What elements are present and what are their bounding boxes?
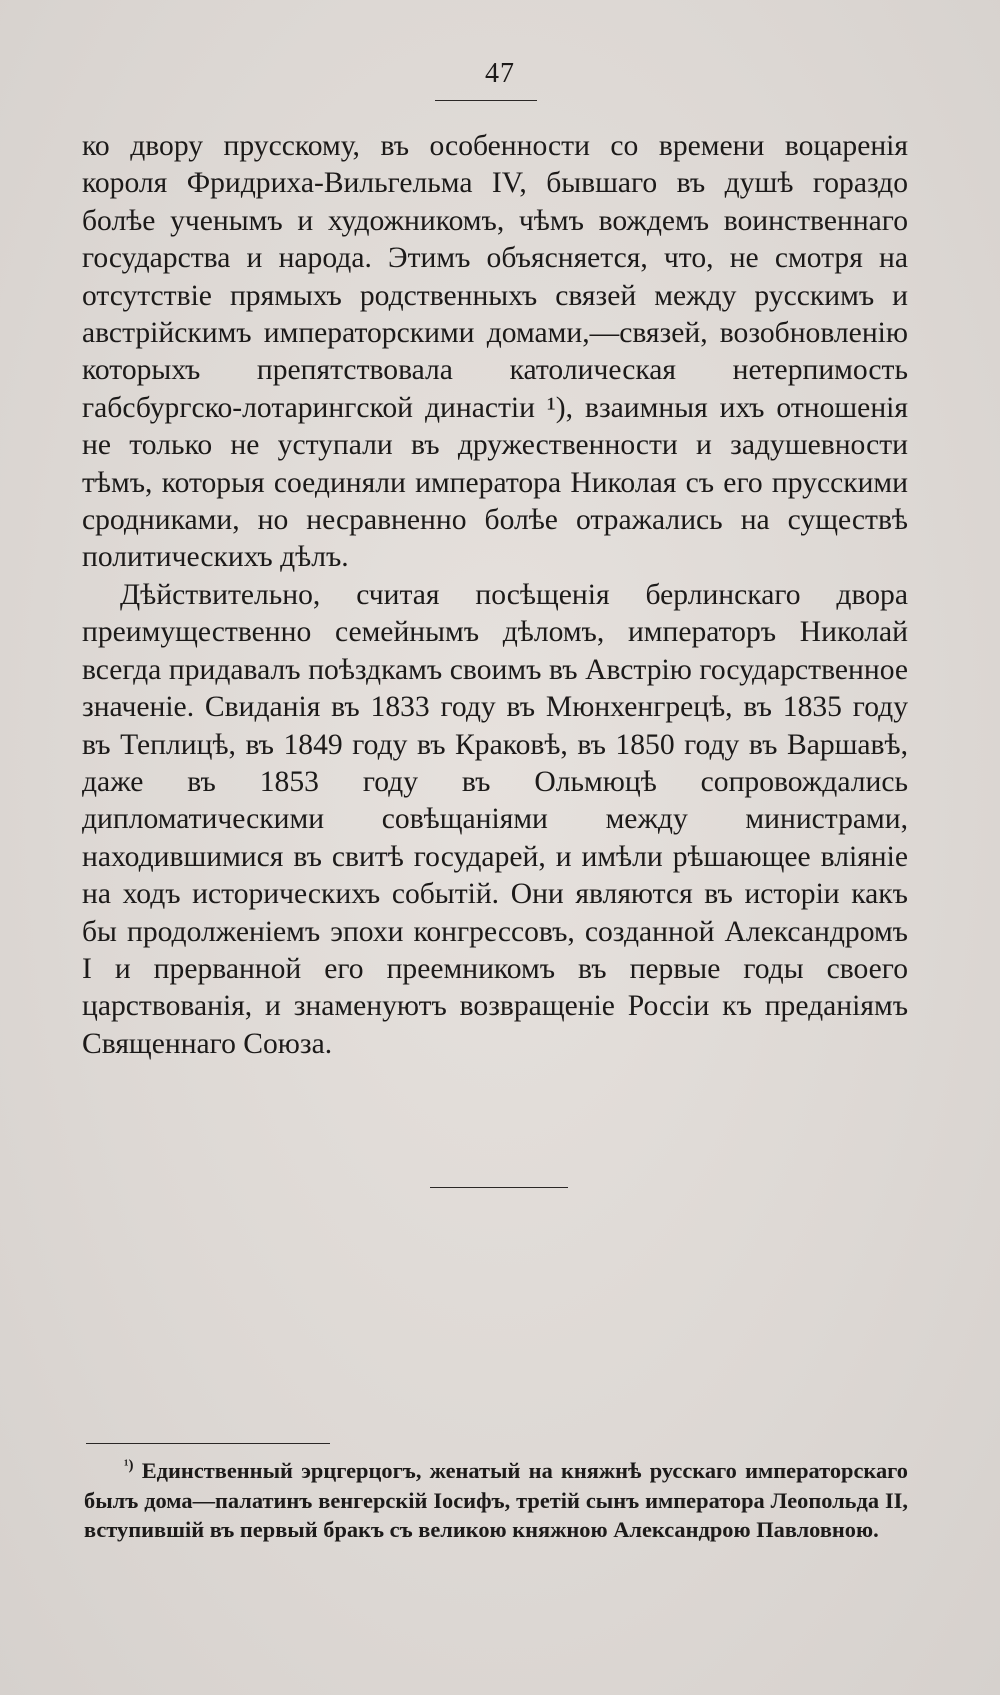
paragraph-2: Дѣйствительно, считая посѣщенія берлинскаго двора преимущественно семейнымъ дѣломъ, императоръ Николай всегда придавалъ поѣздкамъ своимъ въ Австрію государственное значеніе. Свиданія въ 1833 году въ Мюнхенгрецѣ, въ 1835 году въ Теплицѣ, въ 1849 году въ Краковѣ, въ 1850 году въ Варшавѣ, даже въ 1853 году въ Ольмюцѣ сопровождались дипломатическими совѣщаніями между министрами, находившимися въ свитѣ государей, и имѣли рѣшающее вліяніе на ходъ историческихъ событій. Они являются въ исторіи какъ бы продолженіемъ эпохи конгрессовъ, созданной Александромъ I и прерванной его преемникомъ въ первые годы своего царствованія, и знаменуютъ возвращеніе Россіи къ преданіямъ Священнаго Союза. (82, 578, 908, 1060)
footnote-text: Единственный эрцгерцогъ, женатый на княжнѣ русскаго императорскаго былъ дома—палатинъ венгерскій Іосифъ, третій сынъ императора Леопольда II, вступившій въ первый бракъ съ великою княжною Александрою Павловною. (84, 1458, 908, 1542)
page-number: 47 (485, 58, 515, 89)
paragraph-1: ко двору прусскому, въ особенности со времени воцаренія короля Фридриха-Вильгельма IV, бывшаго въ душѣ гораздо болѣе ученымъ и художникомъ, чѣмъ вождемъ воинственнаго государства и народа. Этимъ объясняется, что, не смотря на отсутствіе прямыхъ родственныхъ связей между русскимъ и австрійскимъ императорскими домами,—связей, возобновленію которыхъ препятствовала католическая нетерпимость габсбургско-лотарингской династіи ¹), взаимныя ихъ отношенія не только не уступали въ дружественности и задушевности тѣмъ, которыя соединяли императора Николая съ его прусскими сродниками, но несравненно болѣе отражались на существѣ политическихъ дѣлъ. (82, 130, 908, 574)
header-rule (435, 100, 537, 101)
footnote-mark: ¹) (124, 1457, 134, 1474)
main-text (82, 128, 908, 1063)
section-end-rule (430, 1187, 568, 1188)
footnote-rule (86, 1443, 330, 1444)
footnote (84, 1456, 908, 1545)
